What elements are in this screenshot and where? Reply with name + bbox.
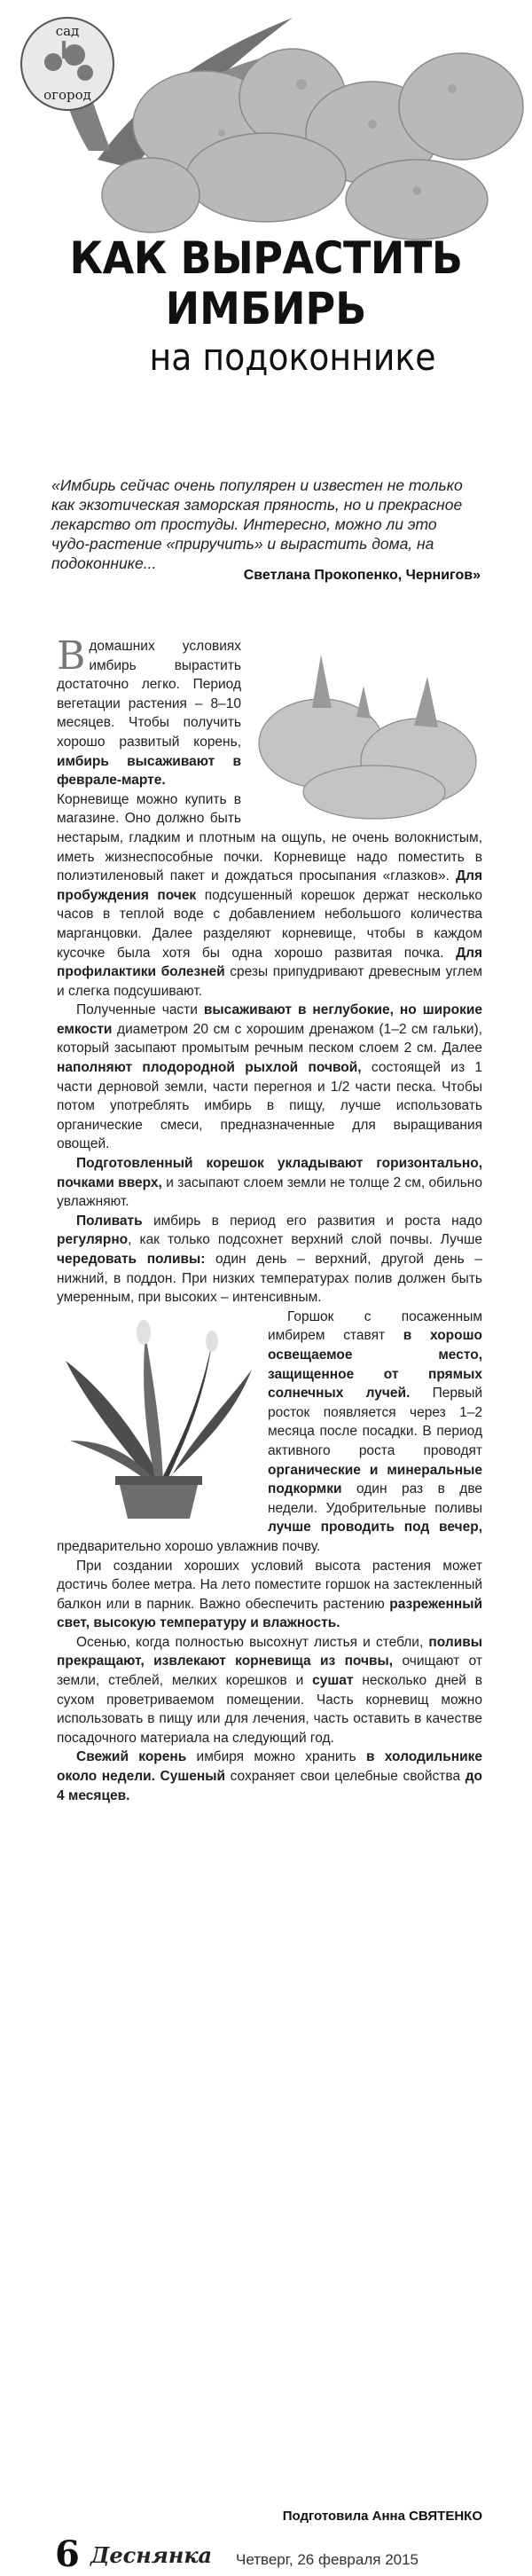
text-run: срезы припудривают древесным углем и слегка подсушивают. [57, 964, 482, 999]
emphasis: в холодильнике около недели. Сушеный [57, 1749, 482, 1785]
text-run: подсушенный корешок держат несколько часов в теплой воде с добавлением небольшого количества марганцовки. Далее разделяют корневище, чтобы в каждом кусочке была хотя бы одна хорошо развитая почка. [57, 887, 482, 961]
paragraph-4 [57, 1212, 482, 1308]
emphasis: высаживают в неглубокие, но широкие емкости [57, 1002, 482, 1037]
lead-quote: «Имбирь сейчас очень популярен и известен не только как экзотическая заморская пряность, но и прекрасное лекарство от простуды. Интересно, можно ли это чудо-растение «приручить» и вырастить дома, на подоконнике... [51, 476, 463, 572]
text-run: очищают от земли, стеблей, мелких корешков и [57, 1653, 482, 1689]
emphasis: в хорошо освещаемое место, защищенное от прямых солнечных лучей. [268, 1328, 482, 1402]
emphasis: Для профилактики болезней [57, 945, 482, 980]
paragraph-6 [57, 1557, 482, 1633]
emphasis: наполняют плодородной рыхлой почвой, [57, 1060, 362, 1076]
emphasis: органические и минеральные подкормки [268, 1462, 482, 1497]
emphasis: разреженный свет, высокую температуру и влажность. [57, 1596, 482, 1631]
text-run: Полученные части [76, 1002, 204, 1018]
text-run: состоящей из 1 части дерновой земли, части перегноя и 1/2 части песка. Чтобы потом употреблять имбирь в пищу, лучше использовать органические смеси, предназначенные для выращивания овощей. [57, 1060, 482, 1152]
page-footer [0, 2530, 532, 2576]
emphasis: Подготовленный корешок укладывают горизонтально, почками вверх, [57, 1156, 482, 1190]
emphasis: поливы прекращают, извлекают корневища из почвы, [57, 1634, 482, 1669]
text-run: При создании хороших условий высота растения может достичь более метра. На лето поместите горшок на застекленный балкон или в парник. Важно обеспечить растению [57, 1558, 482, 1612]
rubric-bottom-word: огород [43, 87, 91, 103]
rubric-top-word: сад [55, 23, 80, 39]
emphasis: лучше проводить под вечер, [268, 1520, 482, 1535]
text-run: и засыпают слоем земли не толще 2 см, обильно увлажняют. [57, 1174, 482, 1210]
text-run: диаметром 20 см с хорошим дренажом (1–2 см гальки), который засыпают промытым речным песком слоем 2 см. Далее [57, 1021, 482, 1056]
text-run: один раз в две недели. Удобрительные поливы [268, 1481, 482, 1516]
newspaper-logo: Деснянка [90, 2542, 213, 2568]
ginger-sprouts-photo [250, 637, 482, 821]
rubric-badge [20, 16, 115, 112]
text-run: домашних условиях имбирь вырастить достаточно легко. Период вегетации растения – 8–10 месяцев. Чтобы получить хорошо развитый корень, [57, 639, 241, 750]
text-run: Осенью, когда полностью высохнут листья и стебли, [76, 1634, 429, 1650]
paragraph-3 [57, 1154, 482, 1212]
title-line-3: на подоконнике [149, 335, 436, 379]
text-run: , как только подсохнет верхний слой почвы. Лучше [128, 1232, 482, 1248]
text-run: имбирь в период его развития и роста надо [142, 1213, 482, 1229]
text-run: Горшок с посаженным имбирем ставят [268, 1308, 482, 1344]
emphasis: до 4 месяцев. [57, 1769, 482, 1803]
byline: Подготовила Анна СВЯТЕНКО [282, 2509, 482, 2524]
article-title [0, 232, 532, 381]
paragraph-8 [57, 1747, 482, 1805]
emphasis: сушат [312, 1673, 354, 1689]
hero-illustration [0, 0, 532, 248]
article-body [57, 633, 482, 1805]
issue-date: Четверг, 26 февраля 2015 [236, 2551, 419, 2568]
text-run: Корневище можно купить в магазине. Оно должно быть нестарым, гладким и плотным на ощупь, не очень волокнистым, иметь жизнеспособные почки. Корневище надо поместить в полиэтиленовый пакет и дождаться просыпания «глазков». [57, 791, 482, 884]
text-run: один день – верхний, другой день – нижний, в поддон. При низких температурах полив должен быть умеренным, при высоких – интенсивным. [57, 1252, 482, 1306]
title-line-1: КАК ВЫРАСТИТЬ [69, 232, 463, 284]
potted-ginger-plant-photo [57, 1308, 259, 1520]
title-line-2: ИМБИРЬ [165, 283, 367, 334]
emphasis: Для пробуждения почек [57, 868, 482, 903]
text-run: предварительно хорошо увлажнив почву. [57, 1538, 321, 1554]
text-run: Первый росток появляется через 1–2 месяца после посадки. В период активного роста проводят [268, 1386, 482, 1458]
text-run: несколько дней в сухом проветриваемом помещении. Часть корневищ можно использовать в пищу или для лечения, часть оставить в качестве посадочного материала на следующий год. [57, 1673, 482, 1746]
paragraph-7 [57, 1633, 482, 1748]
text-run: имбиря можно хранить [186, 1749, 366, 1765]
page-number: 6 [55, 2533, 80, 2575]
emphasis: регулярно [57, 1232, 129, 1248]
text-run: сохраняет свои целебные свойства [225, 1769, 466, 1785]
emphasis: Свежий корень [76, 1749, 187, 1765]
paragraph-2 [57, 1001, 482, 1154]
drop-cap: В [57, 633, 86, 679]
lead-author: Светлана Прокопенко, Чернигов» [243, 568, 481, 583]
emphasis: Поливать [76, 1213, 143, 1229]
emphasis: имбирь высаживают в феврале-марте. [57, 753, 241, 789]
emphasis: чередовать поливы: [57, 1252, 206, 1267]
